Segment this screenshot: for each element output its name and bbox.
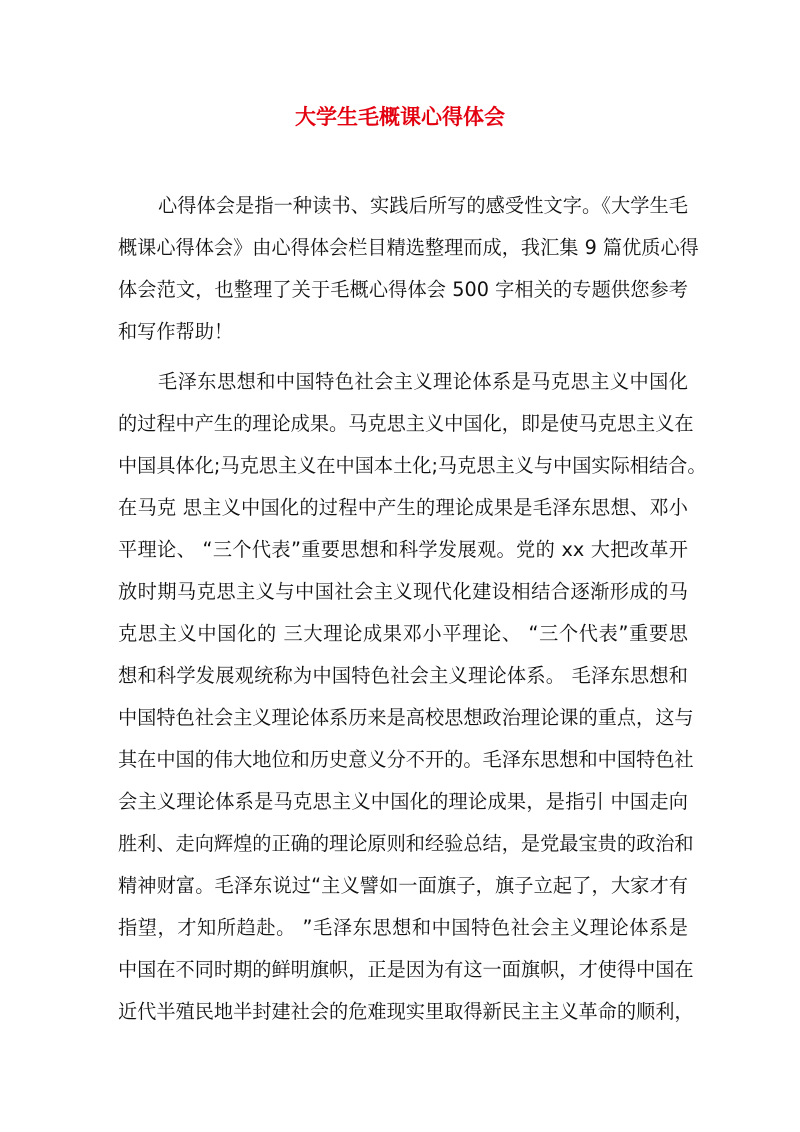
- text-line: 的过程中产生的理论成果。马克思主义中国化，即是使马克思主义在: [118, 412, 694, 435]
- text-line: 会主义理论体系是马克思主义中国化的理论成果，是指引 中国走向: [118, 790, 688, 813]
- text-line: 在马克 思主义中国化的过程中产生的理论成果是毛泽东思想、邓小: [118, 496, 688, 519]
- text-line: 平理论、 “三个代表”重要思想和科学发展观。党的 xx 大把改革开: [118, 538, 688, 561]
- paragraph-gap: [118, 353, 688, 361]
- text-line: 体会范文，也整理了关于毛概心得体会 500 字相关的专题供您参考: [118, 278, 688, 301]
- text-line: 放时期马克思主义与中国社会主义现代化建设相结合逐渐形成的马: [118, 580, 688, 603]
- text-line: 心得体会是指一种读书、实践后所写的感受性文字。《大学生毛: [158, 194, 688, 217]
- text-line: 想和科学发展观统称为中国特色社会主义理论体系。 毛泽东思想和: [118, 664, 688, 687]
- text-line: 近代半殖民地半封建社会的危难现实里取得新民主主义革命的顺利，: [118, 1000, 694, 1023]
- text-line: 中国在不同时期的鲜明旗帜，正是因为有这一面旗帜，才使得中国在: [118, 958, 694, 981]
- text-line: 克思主义中国化的 三大理论成果邓小平理论、 “三个代表”重要思: [118, 622, 688, 645]
- paragraph-intro: [118, 185, 699, 353]
- text-line: 精神财富。毛泽东说过“主义譬如一面旗子，旗子立起了，大家才有: [118, 874, 688, 897]
- text-line: 其在中国的伟大地位和历史意义分不开的。毛泽东思想和中国特色社: [118, 748, 694, 771]
- text-line: 毛泽东思想和中国特色社会主义理论体系是马克思主义中国化: [158, 370, 688, 393]
- text-line: 中国具体化;马克思主义在中国本土化;马克思主义与中国实际相结合。: [118, 454, 707, 477]
- text-line: 指望，才知所趋赴。 ”毛泽东思想和中国特色社会主义理论体系是: [118, 916, 688, 939]
- text-line: 概课心得体会》由心得体会栏目精选整理而成，我汇集 9 篇优质心得: [118, 236, 699, 259]
- paragraph-main: [118, 361, 707, 1033]
- text-line: 中国特色社会主义理论体系历来是高校思想政治理论课的重点，这与: [118, 706, 694, 729]
- text-line: 和写作帮助！: [118, 320, 234, 343]
- text-line: 胜利、走向辉煌的正确的理论原则和经验总结，是党最宝贵的政治和: [118, 832, 694, 855]
- document-body: [118, 185, 707, 1033]
- document-title: 大学生毛概课心得体会: [295, 105, 505, 129]
